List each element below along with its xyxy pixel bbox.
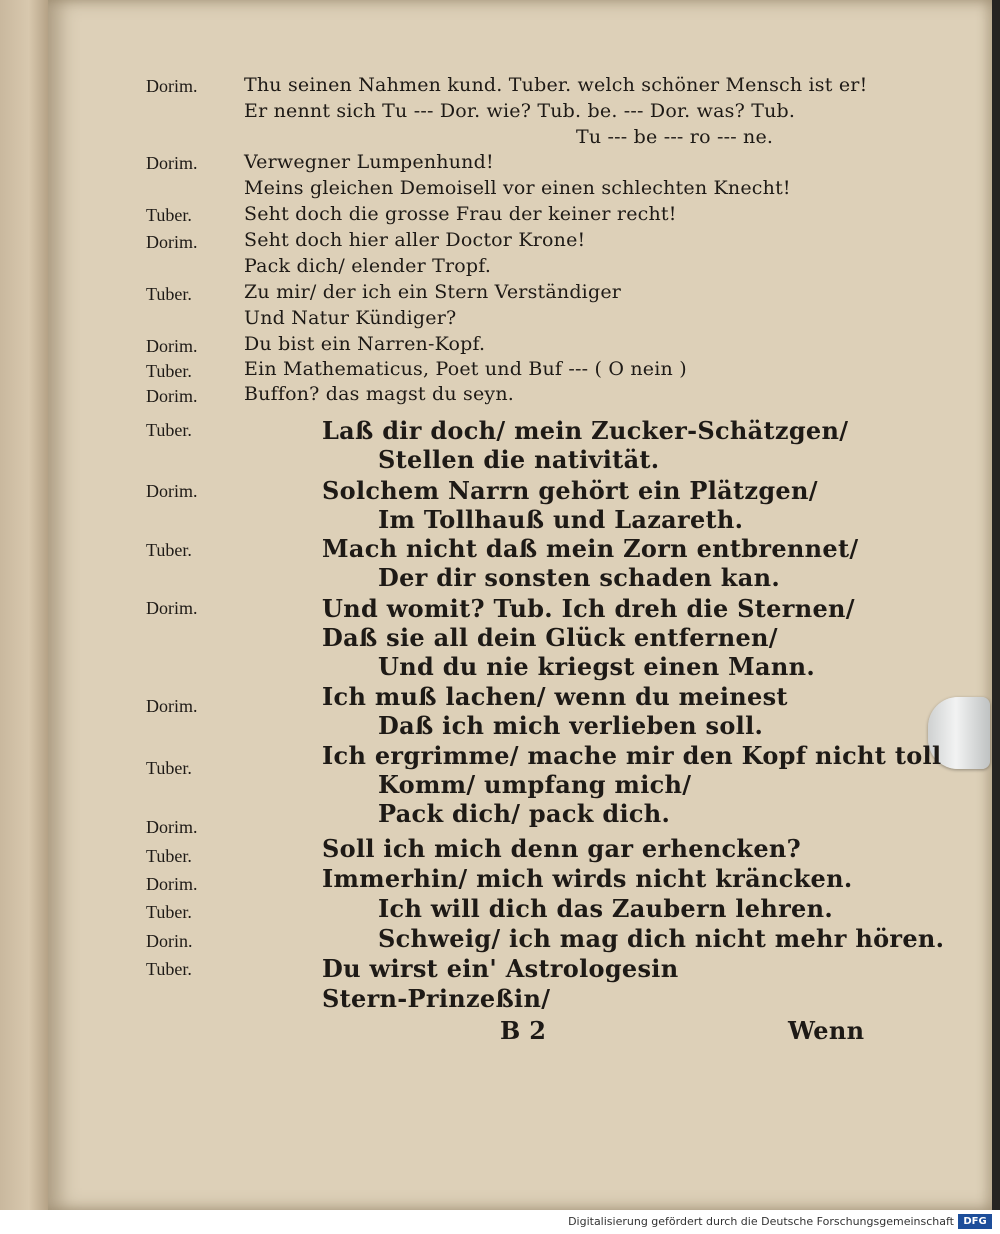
speaker-label: Tuber. — [146, 284, 192, 304]
dialogue-line: Und Natur Kündiger? — [244, 307, 457, 329]
dialogue-line: Tu --- be --- ro --- ne. — [576, 126, 774, 148]
dialogue-line: Ich muß lachen/ wenn du meinest — [322, 682, 788, 711]
speaker-label: Tuber. — [146, 846, 192, 866]
speaker-label: Dorim. — [146, 232, 198, 252]
speaker-label: Dorim. — [146, 817, 198, 837]
dialogue-line: Daß sie all dein Glück entfernen/ — [322, 623, 778, 652]
footer-bar — [0, 1210, 1000, 1234]
dialogue-line: Stellen die nativität. — [378, 445, 660, 474]
dialogue-line: Er nennt sich Tu --- Dor. wie? Tub. be. --- Dor. was? Tub. — [244, 100, 796, 122]
dialogue-line: Schweig/ ich mag dich nicht mehr hören. — [378, 924, 945, 953]
dialogue-line: Und womit? Tub. Ich dreh die Sternen/ — [322, 594, 855, 623]
dialogue-line: Du wirst ein' Astrologesin — [322, 954, 679, 983]
dialogue-line: Daß ich mich verlieben soll. — [378, 711, 764, 740]
page-edge-shadow — [992, 0, 1000, 1210]
speaker-label: Tuber. — [146, 361, 192, 381]
dialogue-line: Seht doch hier aller Doctor Krone! — [244, 229, 586, 251]
dialogue-line: Komm/ umpfang mich/ — [378, 770, 692, 799]
speaker-label: Tuber. — [146, 540, 192, 560]
speaker-label: Dorin. — [146, 931, 193, 951]
dialogue-line: Der dir sonsten schaden kan. — [378, 563, 780, 592]
dialogue-line: Seht doch die grosse Frau der keiner recht! — [244, 203, 677, 225]
speaker-label: Tuber. — [146, 959, 192, 979]
dialogue-line: Mach nicht daß mein Zorn entbrennet/ — [322, 534, 859, 563]
speaker-label: Tuber. — [146, 420, 192, 440]
dialogue-line: Und du nie kriegst einen Mann. — [378, 652, 815, 681]
left-page-edge — [0, 0, 48, 1210]
speaker-label: Dorim. — [146, 386, 198, 406]
dialogue-line: Im Tollhauß und Lazareth. — [378, 505, 744, 534]
signature-mark: B 2 — [500, 1016, 547, 1045]
speaker-label: Tuber. — [146, 902, 192, 922]
dialogue-line: Laß dir doch/ mein Zucker-Schätzgen/ — [322, 416, 849, 445]
dialogue-line: Soll ich mich denn gar erhencken? — [322, 834, 802, 863]
speaker-label: Tuber. — [146, 205, 192, 225]
dialogue-line: Verwegner Lumpenhund! — [244, 151, 494, 173]
speaker-label: Dorim. — [146, 481, 198, 501]
footer-credit: Digitalisierung gefördert durch die Deutsche Forschungsgemeinschaft — [568, 1215, 954, 1228]
speaker-label: Dorim. — [146, 336, 198, 356]
dialogue-line: Buffon? das magst du seyn. — [244, 383, 515, 405]
dialogue-line: Thu seinen Nahmen kund. Tuber. welch schöner Mensch ist er! — [244, 74, 868, 96]
dialogue-line: Immerhin/ mich wirds nicht kräncken. — [322, 864, 853, 893]
dialogue-line: Ich ergrimme/ mache mir den Kopf nicht toll — [322, 741, 942, 770]
speaker-label: Tuber. — [146, 758, 192, 778]
dialogue-line: Stern-Prinzeßin/ — [322, 984, 551, 1013]
speaker-label: Dorim. — [146, 696, 198, 716]
dialogue-line: Meins gleichen Demoisell vor einen schlechten Knecht! — [244, 177, 791, 199]
dfg-logo: DFG — [958, 1214, 992, 1229]
speaker-label: Dorim. — [146, 598, 198, 618]
speaker-label: Dorim. — [146, 874, 198, 894]
speaker-label: Dorim. — [146, 153, 198, 173]
dialogue-line: Pack dich/ pack dich. — [378, 799, 671, 828]
dialogue-line: Du bist ein Narren-Kopf. — [244, 333, 486, 355]
dialogue-line: Pack dich/ elender Tropf. — [244, 255, 492, 277]
dialogue-line: Zu mir/ der ich ein Stern Verständiger — [244, 281, 622, 303]
speaker-label: Dorim. — [146, 76, 198, 96]
dialogue-line: Solchem Narrn gehört ein Plätzgen/ — [322, 476, 818, 505]
dialogue-line: Ein Mathematicus, Poet und Buf --- ( O nein ) — [244, 358, 687, 380]
catchword: Wenn — [788, 1016, 865, 1045]
dialogue-line: Ich will dich das Zaubern lehren. — [378, 894, 834, 923]
